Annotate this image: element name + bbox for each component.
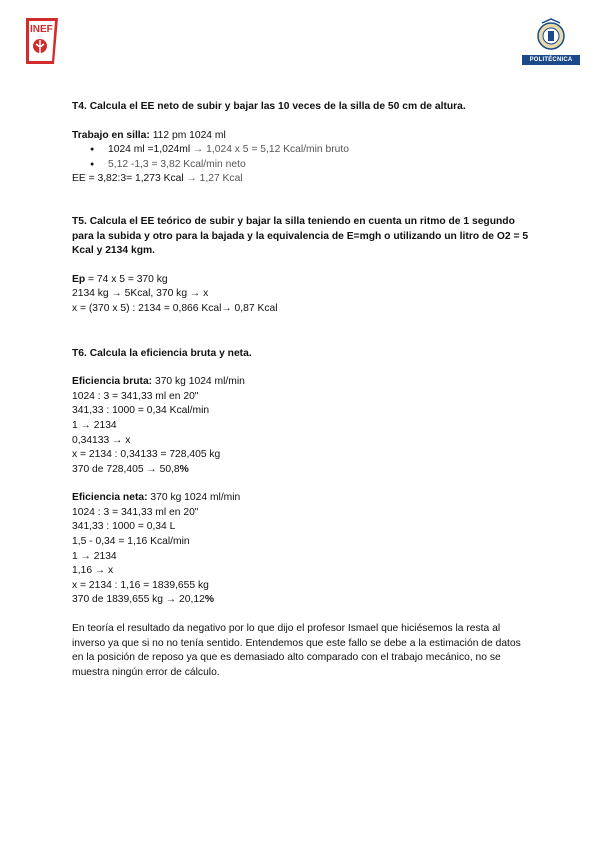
t6-neta-line: x = 2134 : 1,16 = 1839,655 kg <box>72 579 209 591</box>
t6-neta-label-value: 370 kg 1024 ml/min <box>147 492 241 504</box>
t6-neta-line: 1 → 2134 <box>72 550 117 562</box>
t4-label: Trabajo en silla: <box>72 129 150 141</box>
t4-heading: T4. Calcula el EE neto de subir y bajar las 10 veces de la silla de 50 cm de altura. <box>72 101 466 112</box>
t4-bullet-list <box>72 143 532 172</box>
t6-neta-label-line <box>72 491 532 506</box>
t6-bruta-label: Eficiencia bruta: <box>72 376 153 388</box>
t6-neta-line: 1024 : 3 = 341,33 ml en 20" <box>72 506 199 518</box>
t6-conclusion-paragraph: En teoría el resultado da negativo por lo que dijo el profesor Ismael que hiciésemos la resta al inverso ya que si no no tenía sentido. Entendemos que este fallo se debe a la estimación de datos en la posición de reposo ya que es demasiado alto comparado con el trabajo mecánico, no se muestra ningún error de cálculo. <box>72 623 521 678</box>
t6-bruta-result: 370 de 728,405 → 50,8% <box>72 463 189 475</box>
svg-text:INEF: INEF <box>30 24 53 35</box>
t6-bruta-line: 0,34133 → x <box>72 434 131 446</box>
t6-bruta-line: x = 2134 : 0,34133 = 728,405 kg <box>72 449 221 461</box>
t6-heading: T6. Calcula la eficiencia bruta y neta. <box>72 347 252 359</box>
t6-bruta-line: 1024 : 3 = 341,33 ml en 20" <box>72 390 199 402</box>
t4-result: EE = 3,82:3= 1,273 Kcal → 1,27 Kcal <box>72 173 243 185</box>
t6-bruta-label-line <box>72 375 532 390</box>
t6-bruta-label-value: 370 kg 1024 ml/min <box>152 376 245 388</box>
t6-neta-line: 1,5 - 0,34 = 1,16 Kcal/min <box>72 536 190 548</box>
t6-bruta-line: 341,33 : 1000 = 0,34 Kcal/min <box>72 405 210 417</box>
list-item: ● 1024 ml =1,024ml → 1,024 x 5 = 5,12 Kcal/min bruto <box>108 143 532 158</box>
t4-label-value: 112 pm 1024 ml <box>149 129 226 141</box>
t4-label-line <box>72 129 532 144</box>
list-item: ● 5,12 -1,3 = 3,82 Kcal/min neto <box>108 158 532 173</box>
t5-label: Ep <box>72 273 86 285</box>
upm-logo-label: POLITÉCNICA <box>522 55 580 65</box>
t5-label-line <box>72 273 532 288</box>
t5-line: 2134 kg → 5Kcal, 370 kg → x <box>72 288 209 300</box>
t6-neta-label: Eficiencia neta: <box>72 492 148 504</box>
t6-neta-result: 370 de 1839,655 kg → 20,12% <box>72 594 214 606</box>
t5-label-value: = 74 x 5 = 370 kg <box>85 273 168 285</box>
inef-logo <box>24 16 60 66</box>
t6-neta-line: 341,33 : 1000 = 0,34 L <box>72 521 176 533</box>
t5-line: x = (370 x 5) : 2134 = 0,866 Kcal→ 0,87 Kcal <box>72 302 278 314</box>
t5-heading: T5. Calcula el EE teórico de subir y bajar la silla teniendo en cuenta un ritmo de 1 segundo para la subida y otro para la bajada y la equivalencia de E=mgh o utilizando un litro de O2 = 5 Kcal y 2134 kgm. <box>72 215 529 257</box>
document-body <box>72 100 532 680</box>
t6-neta-line: 1,16 → x <box>72 565 114 577</box>
t6-bruta-line: 1 → 2134 <box>72 419 117 431</box>
